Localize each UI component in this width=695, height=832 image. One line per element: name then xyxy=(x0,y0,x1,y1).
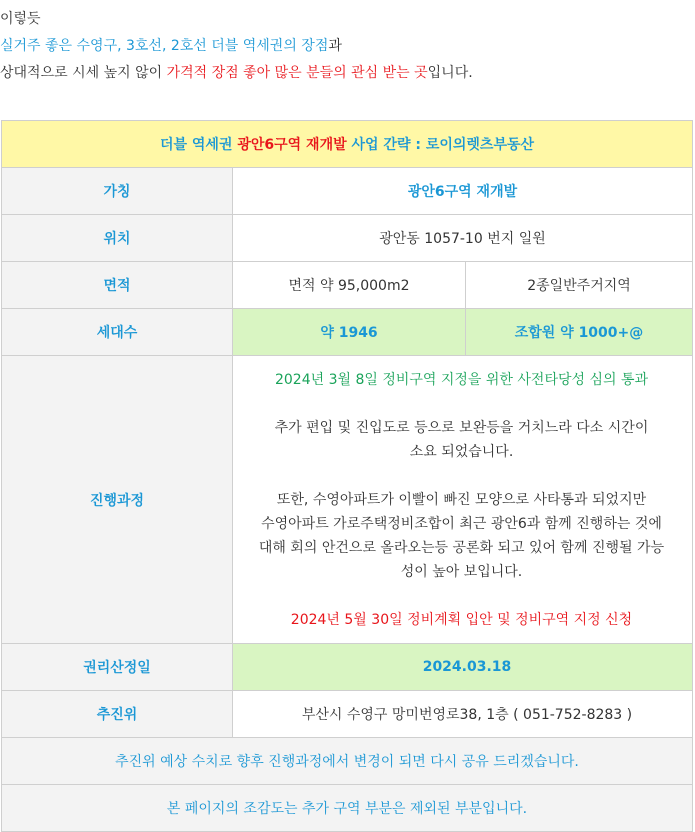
header-project-name: 광안6구역 재개발 xyxy=(237,137,347,153)
process-step-2: 2024년 5월 30일 정비계획 입안 및 정비구역 지정 신청 xyxy=(290,611,633,628)
process-note-line: 수영아파트 가로주택정비조합이 최근 광안6과 함께 진행하는 것에 xyxy=(261,515,662,532)
label-process: 진행과정 xyxy=(2,356,233,644)
rights-date-value: 2024.03.18 xyxy=(233,644,693,691)
location-value: 광안동 1057-10 번지 일원 xyxy=(233,215,693,262)
note-rendering: 본 페이지의 조감도는 추가 구역 부분은 제외된 부분입니다. xyxy=(2,785,693,832)
process-note-line: 성이 높아 보입니다. xyxy=(400,563,523,580)
intro-line-2-rest: 과 xyxy=(328,38,342,54)
header-prefix: 더블 역세권 xyxy=(159,137,238,153)
intro-highlight-red: 가격적 장점 좋아 많은 분들의 관심 받는 곳 xyxy=(166,65,428,81)
label-area: 면적 xyxy=(2,262,233,309)
label-committee: 추진위 xyxy=(2,691,233,738)
committee-address: 부산시 수영구 망미번영로38, 1층 ( 051-752-8283 ) xyxy=(233,691,693,738)
area-value: 면적 약 95,000m2 xyxy=(233,262,466,309)
table-header xyxy=(2,121,693,168)
label-rights-date: 권리산정일 xyxy=(2,644,233,691)
label-tentative-name: 가칭 xyxy=(2,168,233,215)
zone-value: 2종일반주거지역 xyxy=(466,262,693,309)
process-note-line: 대해 회의 안건으로 올라오는등 공론화 되고 있어 함께 진행될 가능 xyxy=(258,539,665,556)
process-step-1: 2024년 3월 8일 정비구역 지정을 위한 사전타당성 심의 통과 xyxy=(274,371,649,388)
note-estimate: 추진위 예상 수치로 향후 진행과정에서 변경이 되면 다시 공유 드리겠습니다. xyxy=(2,738,693,785)
intro-line-2 xyxy=(0,33,695,60)
intro-line-3 xyxy=(0,60,695,87)
process-note-line: 또한, 수영아파트가 이빨이 빠진 모양으로 사타통과 되었지만 xyxy=(276,491,647,508)
process-details xyxy=(233,356,693,644)
label-households: 세대수 xyxy=(2,309,233,356)
header-suffix: 사업 간략 : 로이의렛츠부동산 xyxy=(346,137,535,153)
intro-line-1: 이렇듯 xyxy=(0,11,41,27)
process-note-line: 추가 편입 및 진입도로 등으로 보완등을 거치느라 다소 시간이 xyxy=(274,419,649,436)
members-value: 조합원 약 1000+@ xyxy=(466,309,693,356)
intro-highlight-blue: 실거주 좋은 수영구, 3호선, 2호선 더블 역세권의 장점 xyxy=(0,38,329,54)
project-summary-table xyxy=(1,120,693,832)
intro-text xyxy=(0,0,695,87)
households-value: 약 1946 xyxy=(233,309,466,356)
intro-line-3-start: 상대적으로 시세 높지 않이 xyxy=(0,65,167,81)
tentative-name-value: 광안6구역 재개발 xyxy=(233,168,693,215)
label-location: 위치 xyxy=(2,215,233,262)
intro-line-3-end: 입니다. xyxy=(427,65,473,81)
process-note-line: 소요 되었습니다. xyxy=(409,443,514,460)
